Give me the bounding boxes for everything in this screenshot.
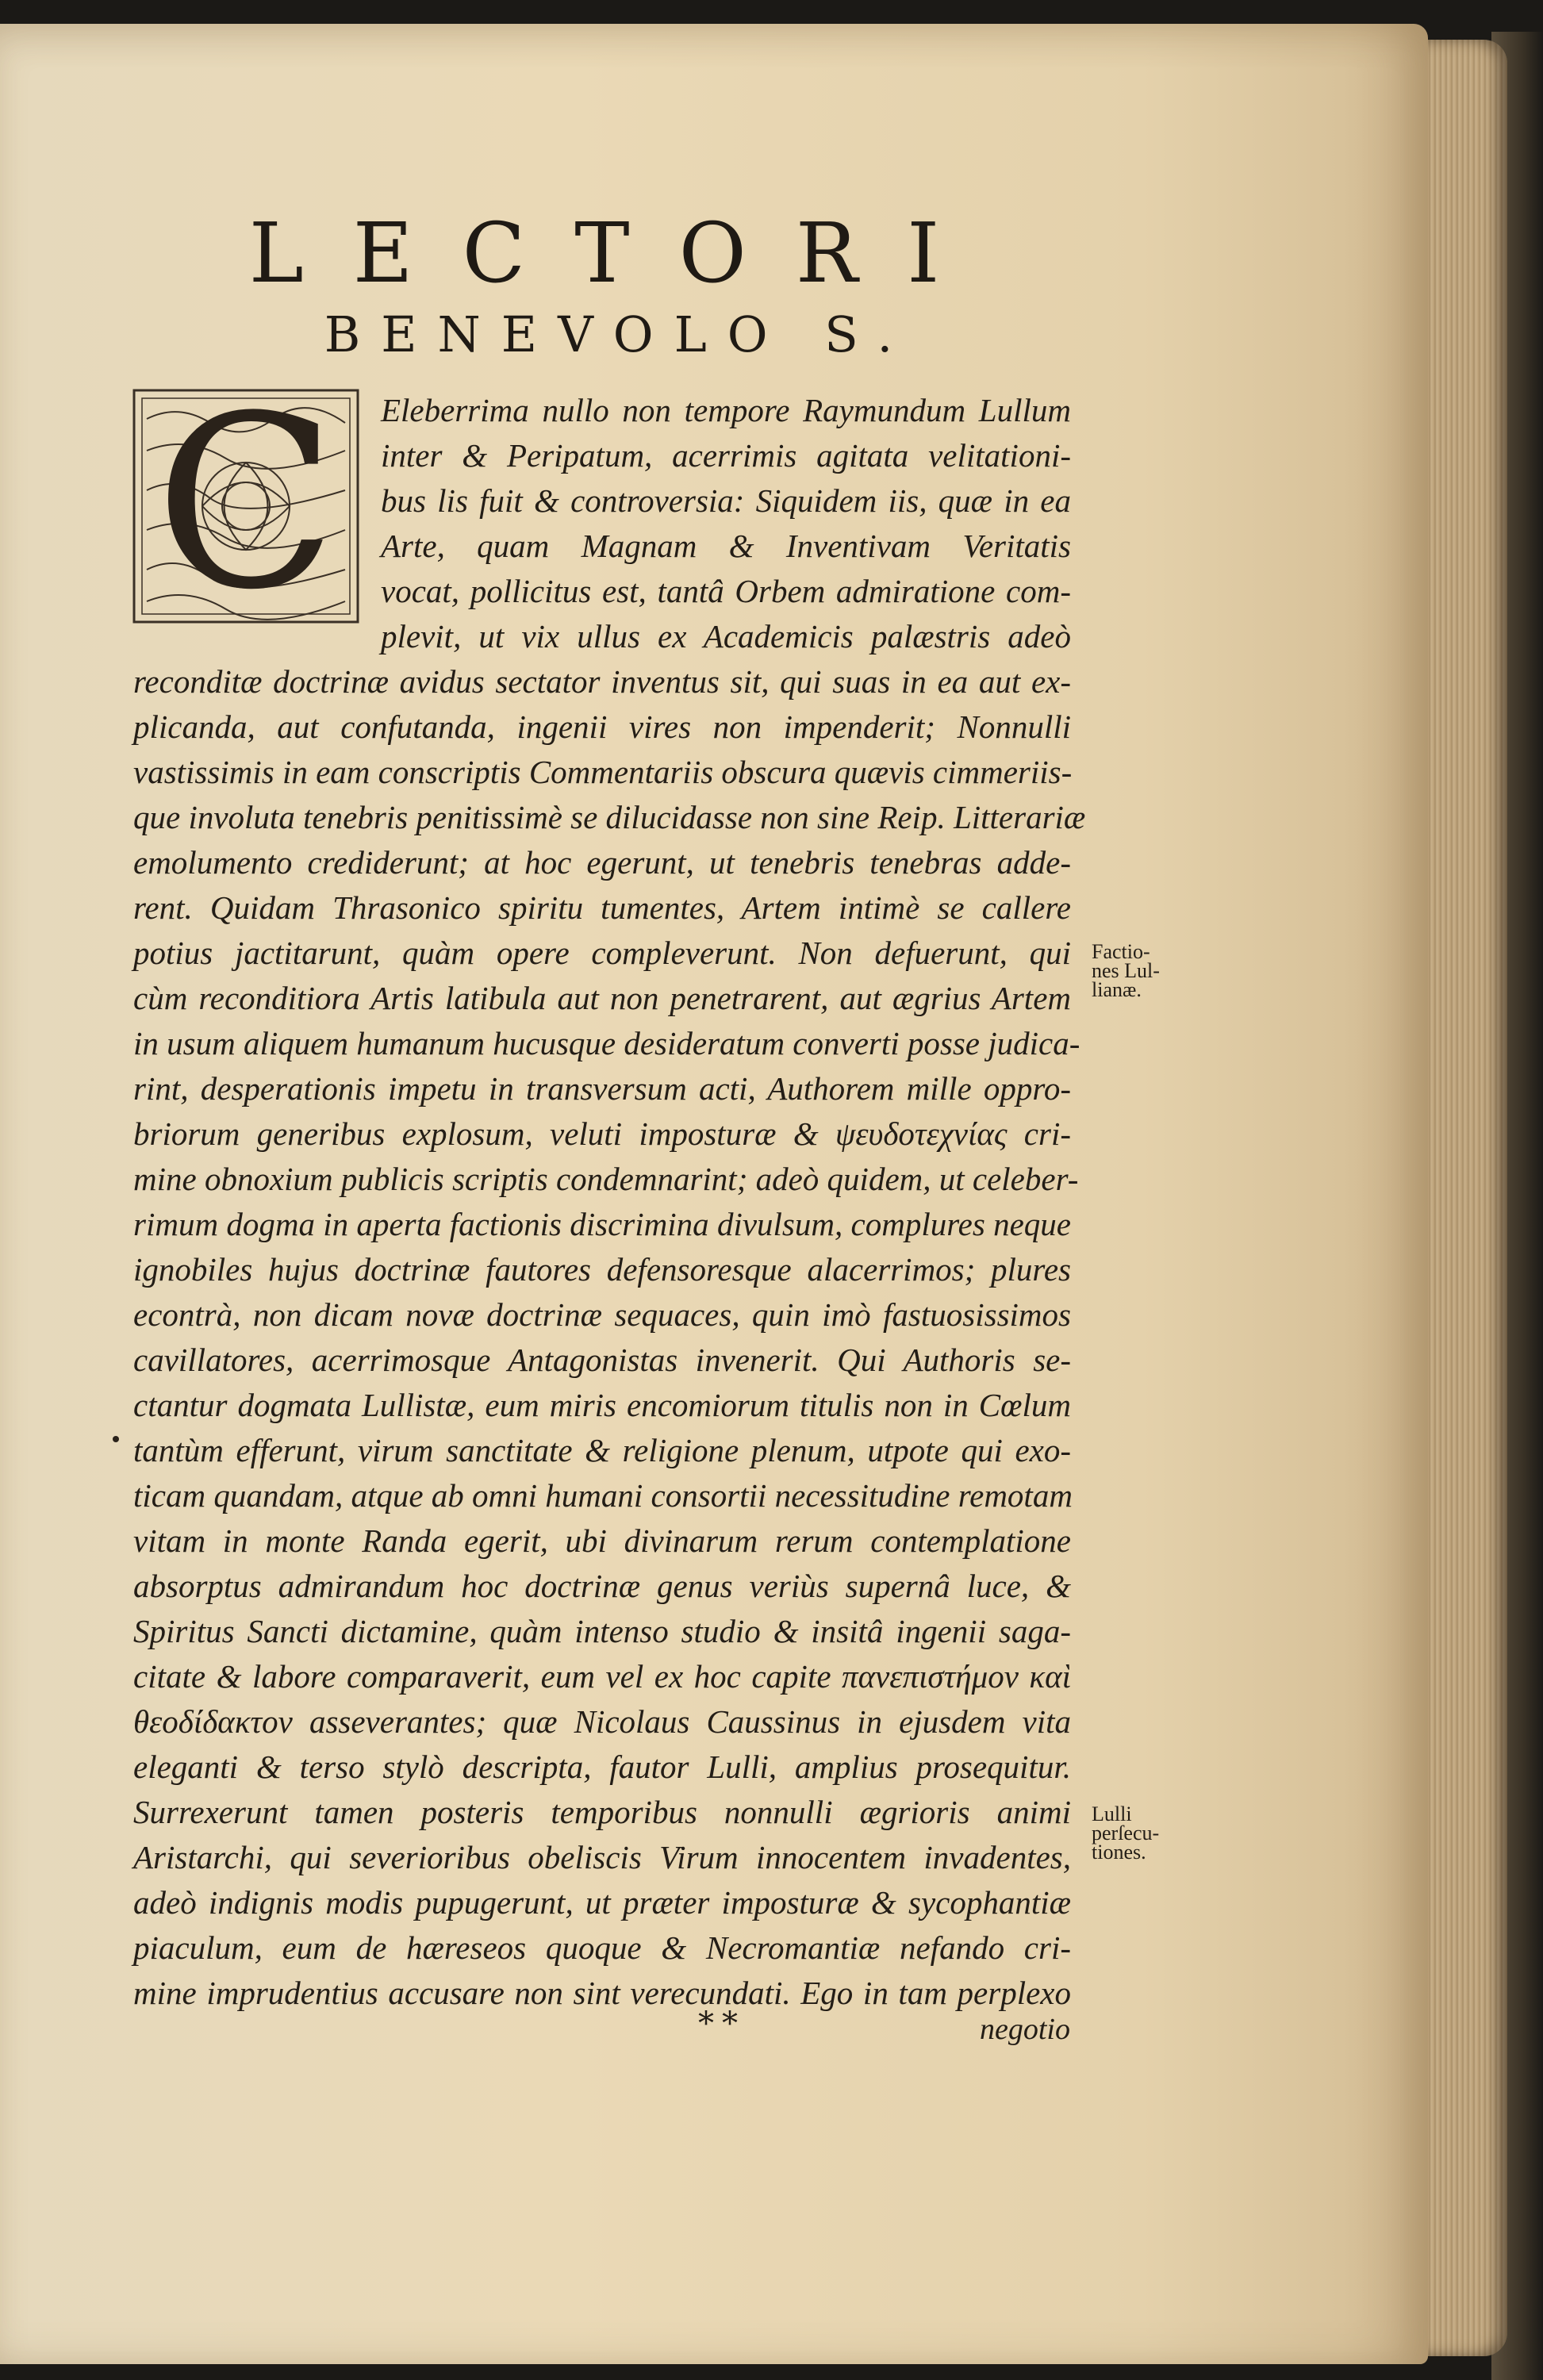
text-line: que involuta tenebris penitissimè se dilucidasse non sine Reip. Litterariæ [133, 799, 1086, 835]
marginal-note-persecutiones: Lulli perſecu- tiones. [1092, 1802, 1160, 1864]
text-line: Aristarchi, qui severioribus obeliscis Virum innocentem invadentes, [133, 1839, 1071, 1875]
text-line: ignobiles hujus doctrinæ fautores defensoresque alacerrimos; plures [133, 1251, 1071, 1288]
text-line: Spiritus Sancti dictamine, quàm intenso studio & insitâ ingenii saga- [133, 1613, 1071, 1649]
text-line: econtrà, non dicam novæ doctrinæ sequaces, quin imò fastuosissimos [133, 1296, 1071, 1333]
text-line: mine imprudentius accusare non sint verecundati. Ego in tam perplexo [133, 1975, 1071, 2011]
text-line: piaculum, eum de hæreseos quoque & Necromantiæ nefando cri- [133, 1929, 1071, 1966]
text-line: plevit, ut vix ullus ex Academicis palæstris adeò [381, 618, 1071, 654]
text-line: bus lis fuit & controversia: Siquidem iis, quæ in ea [381, 482, 1071, 519]
page-title: LECTORI [248, 205, 989, 301]
text-line: rint, desperationis impetu in transversum acti, Authorem mille oppro- [133, 1070, 1071, 1107]
text-line: ticam quandam, atque ab omni humani consortii necessitudine remotam [133, 1477, 1073, 1514]
text-line: rimum dogma in aperta factionis discrimina divulsum, complures neque [133, 1206, 1071, 1242]
text-line: reconditæ doctrinæ avidus sectator inventus sit, qui suas in ea aut ex- [133, 663, 1071, 700]
text-line: Eleberrima nullo non tempore Raymundum Lullum [381, 392, 1071, 428]
text-line: emolumento crediderunt; at hoc egerunt, ut tenebris tenebras adde- [133, 844, 1071, 881]
text-line: eleganti & terso stylò descripta, fautor Lulli, amplius prosequitur. [133, 1749, 1071, 1785]
text-line: vitam in monte Randa egerit, ubi divinarum rerum contemplatione [133, 1522, 1071, 1559]
text-line: cùm reconditiora Artis latibula aut non penetrarent, aut ægrius Artem [133, 980, 1071, 1016]
marginal-note-factiones: Factio- nes Lul- lianæ. [1092, 940, 1160, 1001]
text-line: absorptus admirandum hoc doctrinæ genus veriùs supernâ luce, & [133, 1568, 1071, 1604]
text-line: ctantur dogmata Lullistæ, eum miris encomiorum titulis non in Cœlum [133, 1387, 1071, 1423]
text-line: inter & Peripatum, acerrimis agitata velitationi- [381, 437, 1071, 474]
text-line: vastissimis in eam conscriptis Commentariis obscura quævis cimmeriis- [133, 754, 1073, 790]
signature-mark: ** [698, 2006, 746, 2042]
text-line: citate & labore comparaverit, eum vel ex hoc capite πανεπιστήμον καὶ [133, 1658, 1071, 1695]
text-line: in usum aliquem humanum hucusque desideratum converti posse judica- [133, 1025, 1080, 1061]
text-line: Arte, quam Magnam & Inventivam Veritatis [381, 528, 1071, 564]
page-subtitle: BENEVOLO S. [324, 305, 914, 363]
dropcap-letter: C [155, 387, 337, 625]
text-line: briorum generibus explosum, veluti imposturæ & ψευδοτεχνίας cri- [133, 1115, 1071, 1152]
text-line: rent. Quidam Thrasonico spiritu tumentes, Artem intimè se callere [133, 889, 1071, 926]
text-line: adeò indignis modis pupugerunt, ut præter imposturæ & sycophantiæ [133, 1884, 1071, 1921]
catchword: negotio [980, 2013, 1070, 2046]
text-line: potius jactitarunt, quàm opere compleverunt. Non defuerunt, qui [133, 935, 1071, 971]
text-line: plicanda, aut confutanda, ingenii vires non impenderit; Nonnulli [133, 708, 1071, 745]
margin-mark [113, 1436, 119, 1442]
text-line: θεοδίδακτον asseverantes; quæ Nicolaus Caussinus in ejusdem vita [133, 1703, 1071, 1740]
text-line: vocat, pollicitus est, tantâ Orbem admiratione com- [381, 573, 1071, 609]
text-line: mine obnoxium publicis scriptis condemnarint; adeò quidem, ut celeber- [133, 1161, 1079, 1197]
text-line: Surrexerunt tamen posteris temporibus nonnulli ægrioris animi [133, 1794, 1071, 1830]
text-line: tantùm efferunt, virum sanctitate & religione plenum, utpote qui exo- [133, 1432, 1071, 1468]
text-line: cavillatores, acerrimosque Antagonistas invenerit. Qui Authoris se- [133, 1342, 1071, 1378]
